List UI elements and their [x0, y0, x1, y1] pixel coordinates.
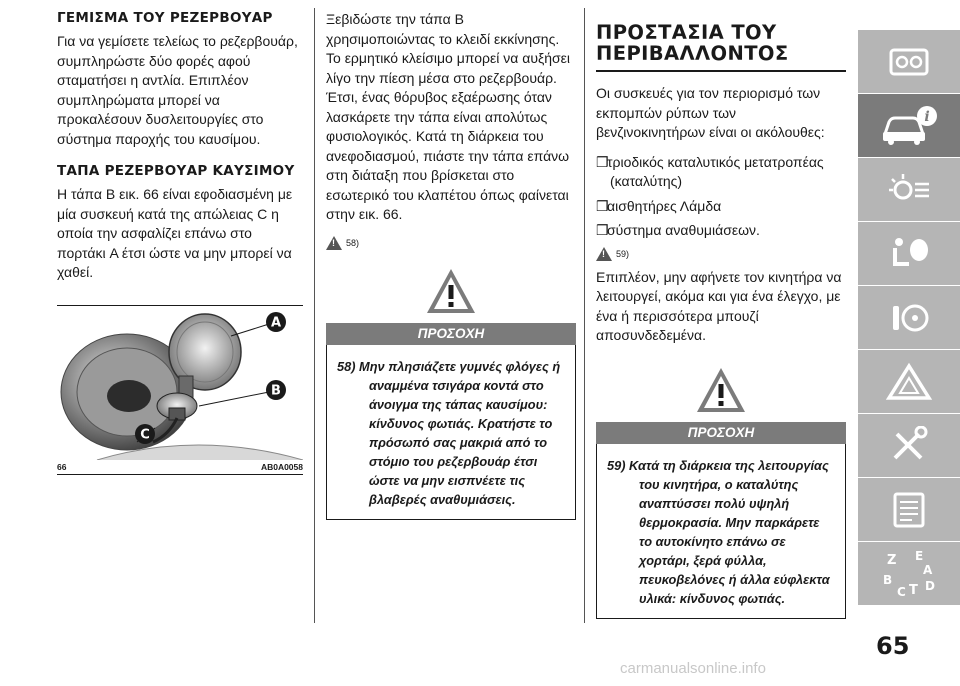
- warning-text: 58) Μην πλησιάζετε γυμνές φλόγες ή αναμμένα τσιγάρα κοντά στο άνοιγμα της τάπας καυσίμου: κίνδυνος φωτιάς. Κρατήστε το πρόσωπό σας μακριά από το στόμιο του ρεζερβουάρ έτσι ώστε να μην εισπνέετε τις βλαβερές αναθυμιάσεις.: [337, 358, 561, 507]
- car-dashboard-icon: [885, 42, 933, 82]
- section-heading-filling: ΓΕΜΙΣΜΑ ΤΟΥ ΡΕΖΕΡΒΟΥΑΡ: [57, 10, 273, 26]
- reference-number: 58): [346, 237, 360, 248]
- index-letter-t: T: [909, 582, 918, 598]
- heading-line-2: ΠΕΡΙΒΑΛΛΟΝΤΟΣ: [596, 42, 789, 65]
- tab-technical-data[interactable]: [858, 478, 960, 542]
- watermark: carmanualsonline.info: [620, 660, 766, 677]
- small-warning-icon: [596, 247, 612, 261]
- steering-key-icon: [885, 298, 933, 338]
- warning-reference-58: [326, 235, 576, 251]
- list-item-text: αισθητήρες Λάμδα: [607, 197, 722, 214]
- tab-warning-lights[interactable]: [858, 158, 960, 222]
- column-1: [57, 10, 303, 475]
- car-info-icon: [879, 104, 939, 148]
- callout-b-label: B: [271, 383, 281, 398]
- list-item: [596, 153, 846, 192]
- warning-lights-icon: [885, 170, 933, 210]
- warning-box: [596, 444, 846, 619]
- filling-paragraph: Για να γεμίσετε τελείως το ρεζερβουάρ, συμπληρώστε δύο φορές αφού σταματήσει η αντλία. Επιπλέον συμπληρώματα μπορεί να προκαλέσουν δυσλειτουργίες στο σύστημα παροχής του καυσίμου.: [57, 33, 298, 147]
- small-warning-icon: [326, 236, 342, 250]
- airbag-seat-icon: [885, 234, 933, 274]
- emissions-intro-paragraph: Οι συσκευές για τον περιορισμό των εκπομπών ρύπων των βενζινοκινητήρων είναι οι ακόλουθες:: [596, 85, 825, 140]
- tab-index[interactable]: [858, 542, 960, 606]
- warning-block-59: [596, 366, 846, 619]
- list-item-text: τριοδικός καταλυτικός μετατροπέας (καταλύτης): [607, 153, 824, 189]
- column-divider-1: [314, 8, 315, 623]
- column-2: [326, 10, 576, 520]
- tab-starting-driving[interactable]: [858, 286, 960, 350]
- page-number: 65: [876, 632, 910, 660]
- figure-caption: [57, 460, 303, 475]
- svg-text:i: i: [924, 108, 930, 125]
- warning-triangle-icon: [425, 267, 477, 315]
- fuel-cap-illustration: [57, 310, 303, 460]
- environment-heading: [596, 10, 846, 72]
- index-letter-a: A: [923, 562, 933, 577]
- heading-line-1: ΠΡΟΣΤΑΣΙΑ ΤΟΥ: [596, 21, 777, 44]
- warning-box: [326, 345, 576, 520]
- column-3: [596, 10, 846, 619]
- wrench-screwdriver-icon: [885, 426, 933, 466]
- checkbox-bullet-icon: ❒: [596, 153, 609, 170]
- fuel-cap-paragraph: Η τάπα B εικ. 66 είναι εφοδιασμένη με μία συσκευή κατά της απώλειας C η οποία την ασφαλίζει επάνω στο πορτάκι A έτσι ώστε να μην μπορεί να χαθεί.: [57, 186, 293, 280]
- index-letters-icon: [879, 548, 939, 600]
- warning-triangle-icon: [695, 366, 747, 414]
- spark-plug-paragraph: Επιπλέον, μην αφήνετε τον κινητήρα να λειτουργεί, ακόμα και για ένα έλεγχο, με ένα ή περισσότερα μπουζί αποσυνδεδεμένα.: [596, 268, 842, 343]
- tab-safety[interactable]: [858, 222, 960, 286]
- index-letter-c: C: [897, 584, 906, 599]
- section-tabs: [858, 30, 960, 606]
- column-divider-2: [584, 8, 585, 623]
- index-letter-b: B: [883, 572, 893, 587]
- checkbox-bullet-icon: ❒: [596, 222, 609, 238]
- figure-code: AB0A0058: [260, 461, 303, 472]
- callout-c-label: C: [140, 427, 150, 442]
- section-heading-fuel-cap: ΤΑΠΑ ΡΕΖΕΡΒΟΥΑΡ ΚΑΥΣΙΜΟΥ: [57, 163, 295, 179]
- warning-title: ΠΡΟΣΟΧΗ: [326, 323, 576, 345]
- index-letter-e: E: [915, 548, 924, 563]
- list-item: [596, 197, 846, 217]
- warning-reference-59: [596, 246, 846, 262]
- tab-dashboard[interactable]: [858, 30, 960, 94]
- callout-a-label: A: [270, 315, 282, 330]
- warning-title: ΠΡΟΣΟΧΗ: [596, 422, 846, 444]
- emission-devices-list: [596, 153, 846, 241]
- reference-number: 59): [616, 248, 630, 259]
- figure-66: [57, 305, 303, 475]
- tab-car-info[interactable]: [858, 94, 960, 158]
- index-letter-d: D: [925, 578, 935, 593]
- tab-maintenance[interactable]: [858, 414, 960, 478]
- warning-block-58: [326, 267, 576, 520]
- hazard-triangle-icon: [885, 362, 933, 402]
- warning-text: 59) Κατά τη διάρκεια της λειτουργίας του κινητήρα, ο καταλύτης αναπτύσσει πολύ υψηλή θερμοκρασία. Μην παρκάρετε το αυτοκίνητο επάνω σε χορτάρι, ξερά φύλλα, πευκοβελόνες ή άλλα εύφλεκτα υλικά: κίνδυνος φωτιάς.: [607, 457, 830, 606]
- cap-unscrew-paragraph: Ξεβιδώστε την τάπα B χρησιμοποιώντας το κλειδί εκκίνησης. Το ερμητικό κλείσιμο μπορεί να αυξήσει λίγο την πίεση μέσα στο ρεζερβουάρ. Έτσι, ένας θόρυβος εξαέρωσης όταν λασκάρετε την τάπα είναι απολύτως φυσιολογικός. Κατά τη διάρκεια του ανεφοδιασμού, πιάστε την τάπα επάνω στη διάταξη που βρίσκεται στο εσωτερικό του κλαπέτου όπως φαίνεται στην εικ. 66.: [326, 11, 571, 222]
- list-item: [596, 221, 846, 241]
- figure-number: 66: [57, 461, 67, 472]
- index-letter-z: Z: [887, 552, 897, 568]
- checkbox-bullet-icon: ❒: [596, 197, 609, 214]
- tab-emergency[interactable]: [858, 350, 960, 414]
- list-item-text: σύστημα αναθυμιάσεων.: [607, 222, 760, 238]
- specs-list-icon: [885, 490, 933, 530]
